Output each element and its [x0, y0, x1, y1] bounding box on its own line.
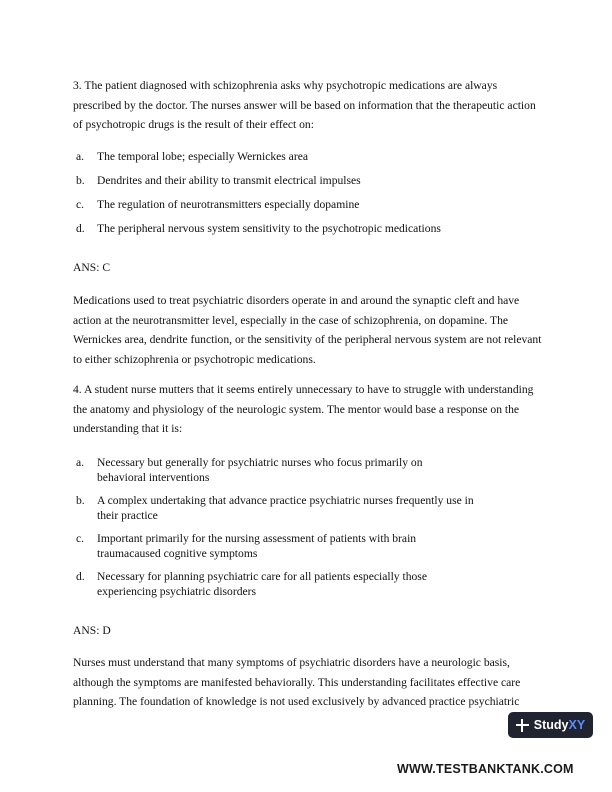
option-letter: a. [76, 150, 85, 163]
question-4-answer: ANS: D [73, 624, 111, 637]
question-3-option-b [76, 174, 536, 189]
question-3-stem: 3. The patient diagnosed with schizophrenia asks why psychotropic medications are always prescribed by the doctor. The nurses answer will be based on information that the therapeutic action of psychotropic drugs is the result of their effect on: [73, 79, 536, 131]
option-letter: a. [76, 456, 85, 469]
option-text: The peripheral nervous system sensitivity to the psychotropic medications [97, 222, 441, 235]
option-text: A complex undertaking that advance practice psychiatric nurses frequently use in their practice [97, 494, 474, 522]
option-letter: b. [76, 174, 85, 187]
question-4-stem: 4. A student nurse mutters that it seems entirely unnecessary to have to struggle with understanding the anatomy and physiology of the neurologic system. The mentor would base a response on the understanding that it is: [73, 383, 534, 435]
question-4-option-a [76, 456, 536, 485]
option-text: Important primarily for the nursing assessment of patients with brain traumacaused cognitive symptoms [97, 532, 417, 560]
badge-brand-suffix: XY [568, 718, 586, 732]
option-letter: c. [76, 532, 85, 545]
plus-icon [516, 719, 529, 732]
question-3-option-a [76, 150, 536, 165]
footer-website-link[interactable]: WWW.TESTBANKTANK.COM [397, 762, 574, 776]
badge-brand-prefix: Study [533, 718, 569, 732]
option-text: The temporal lobe; especially Wernickes area [97, 150, 308, 163]
question-4-option-b [76, 494, 536, 523]
question-3-option-d [76, 222, 536, 237]
option-text: Necessary but generally for psychiatric nurses who focus primarily on behavioral interventions [97, 456, 423, 484]
question-4-rationale: Nurses must understand that many symptoms of psychiatric disorders have a neurologic basis, although the symptoms are manifested behaviorally. This understanding facilitates effective care planning. The foundation of knowledge is not used exclusively by advanced practice psychiatric [73, 656, 521, 708]
studyxy-badge[interactable] [508, 712, 593, 738]
option-text: Dendrites and their ability to transmit electrical impulses [97, 174, 361, 187]
question-3-option-c [76, 198, 536, 213]
question-4-option-d [76, 570, 536, 599]
option-text: Necessary for planning psychiatric care for all patients especially those experiencing psychiatric disorders [97, 570, 427, 598]
option-text: The regulation of neurotransmitters especially dopamine [97, 198, 360, 211]
question-4-option-c [76, 532, 536, 561]
option-letter: d. [76, 570, 85, 583]
question-3-rationale: Medications used to treat psychiatric disorders operate in and around the synaptic cleft and have action at the neurotransmitter level, especially in the case of schizophrenia, on dopamine. The Wernickes area, dendrite function, or the sensitivity of the peripheral nervous system are not relevant to either schizophrenia or psychotropic medications. [73, 294, 542, 366]
option-letter: c. [76, 198, 85, 211]
question-3-answer: ANS: C [73, 261, 111, 274]
option-letter: d. [76, 222, 85, 235]
option-letter: b. [76, 494, 85, 507]
